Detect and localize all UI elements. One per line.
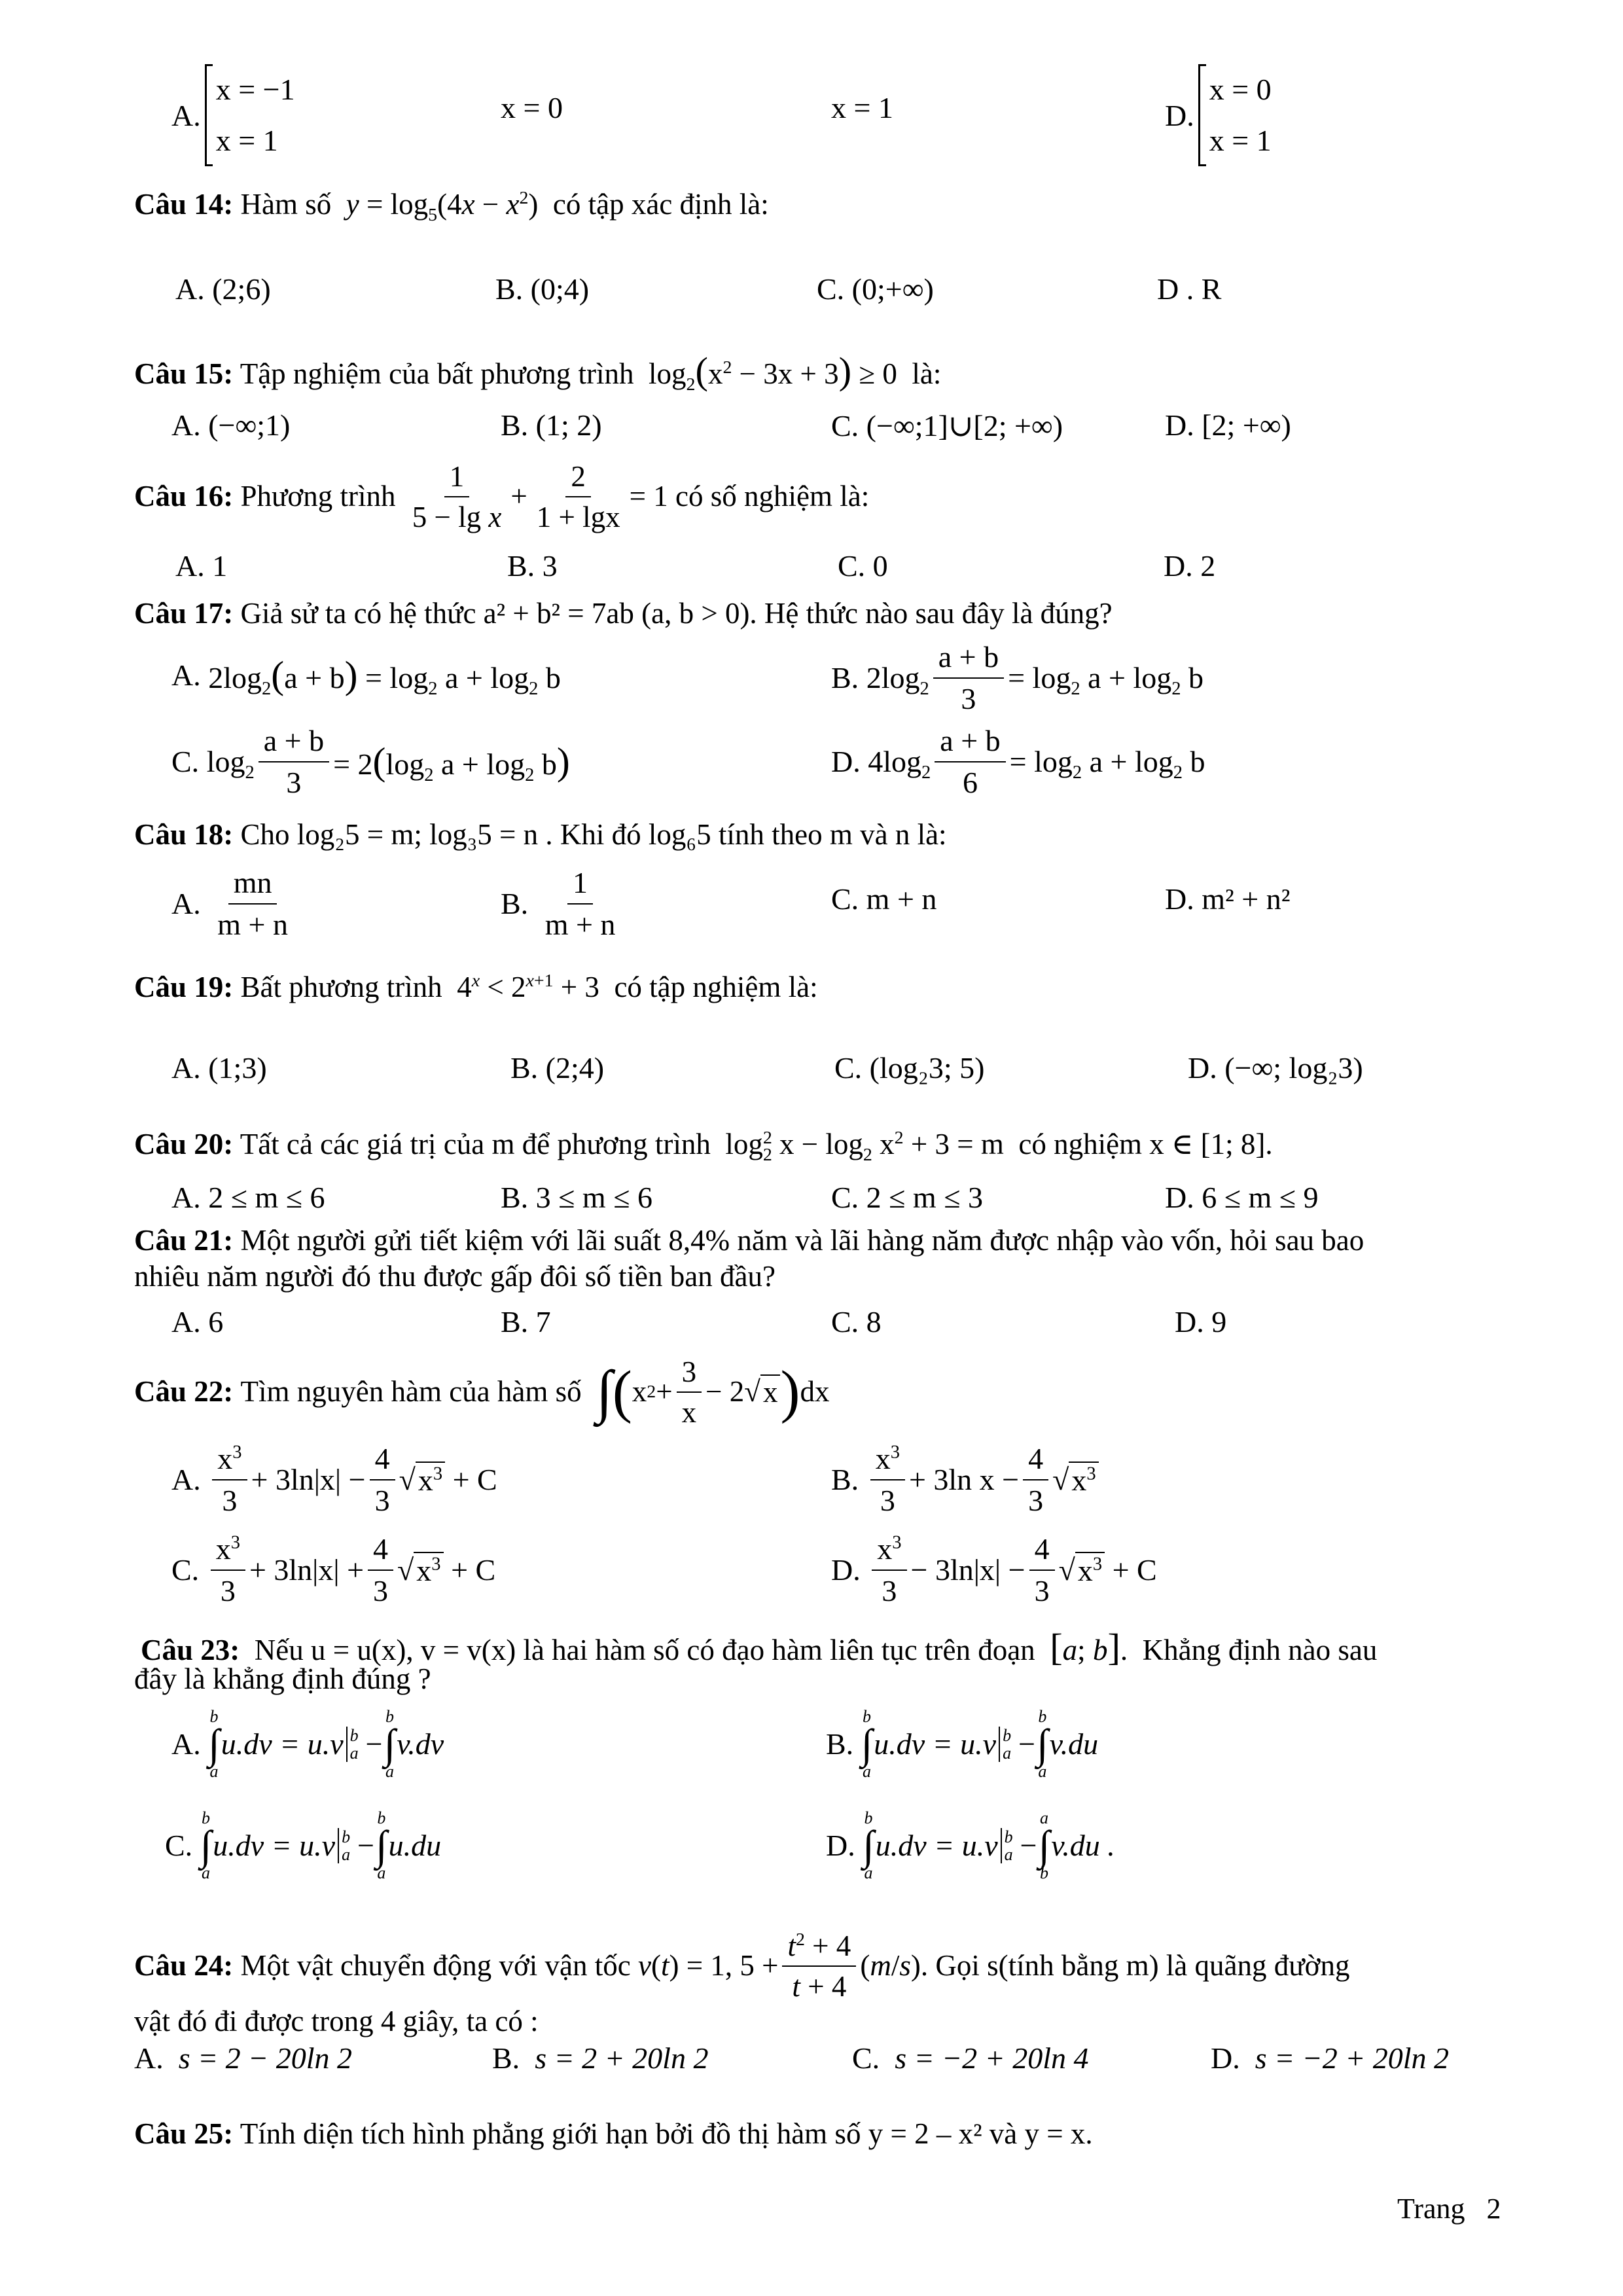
- q22-option-c: C. $\frac{x^3}{3}$ + 3ln|x| + $\frac{4}{3}$ √ $x^3$ + C: [171, 1530, 495, 1609]
- question-18: Câu 18: Cho log₂5 = m; log₃5 = n . Khi đó log₆5 tính theo m và n là:: [134, 818, 947, 851]
- question-25: Câu 25: Tính diện tích hình phẳng giới hạn bởi đồ thị hàm số y = 2 – x² và y = x.: [134, 2117, 1093, 2150]
- q19-option-c: C. (log₂3; 5): [834, 1051, 985, 1085]
- q16-option-a: A. 1: [175, 549, 228, 583]
- q24-velocity: v ( t ) = 1, 5 + $\frac{t^2 + 4}{t + 4}$ ( m / s ): [638, 1928, 921, 2005]
- q15-option-b: B. (1; 2): [501, 408, 602, 442]
- q23-option-b: B. b ∫ a u.dv = u.v b a − b ∫ a v.du: [826, 1707, 1099, 1781]
- q19-option-d: D. (−∞; log₂3): [1188, 1051, 1363, 1085]
- q14-option-c: C. (0;+∞): [817, 272, 934, 306]
- q20-option-a: A. 2 ≤ m ≤ 6: [171, 1181, 325, 1214]
- q15-option-c: C. (−∞;1]∪[2; +∞): [831, 409, 1063, 442]
- question-23: Câu 23: Nếu u = u(x), v = v(x) là hai hàm số có đạo hàm liên tục trên đoạn [a; b]. Khẳng định nào sau: [141, 1626, 1378, 1668]
- question-20: Câu 20: Tất cả các giá trị của m để phương trình $\log_2^2 x - \log_2 x^2 + 3 = m$ có nghiệm x ∈ [1; 8].: [134, 1128, 1273, 1165]
- q24-option-b: B. s = 2 + 20ln 2: [492, 2041, 709, 2075]
- q18-option-c: C. m + n: [831, 882, 937, 916]
- question-22: Câu 22: Tìm nguyên hàm của hàm số ∫ ( x 2 + $\frac{3}{x}$ − 2√ x ) dx: [134, 1354, 829, 1431]
- question-21: Câu 21: Một người gửi tiết kiệm với lãi suất 8,4% năm và lãi hàng năm được nhập vào vốn, hỏi sau bao: [134, 1224, 1364, 1257]
- q16-fraction-2: $\frac{2}{1 + \lg x}$: [531, 458, 626, 536]
- q19-option-a: A. (1;3): [171, 1051, 267, 1085]
- q20-equation: $\log_2^2 x - \log_2 x^2 + 3 = m$: [718, 1128, 1012, 1165]
- q17-option-d: D. $4\log_2$ $\frac{a + b}{6}$ = $\log_2 a + \log_2 b$: [831, 722, 1205, 801]
- q20-option-d: D. 6 ≤ m ≤ 9: [1165, 1181, 1319, 1214]
- q19-option-b: B. (2;4): [510, 1051, 605, 1085]
- q22-option-d: D. $\frac{x^3}{3}$ − 3ln|x| − $\frac{4}{3}$ √ $x^3$ + C: [831, 1530, 1157, 1609]
- q20-option-c: C. 2 ≤ m ≤ 3: [831, 1181, 983, 1214]
- q14-option-a: A. (2;6): [175, 272, 271, 306]
- q23-interval: [a; b].: [1050, 1626, 1135, 1668]
- question-16: Câu 16: Phương trình $\frac{1}{\text{5 − lg x}}$ + $\frac{2}{1 + \lg x}$ = 1 có số nghiệm là:: [134, 458, 869, 536]
- q16-option-c: C. 0: [838, 549, 888, 583]
- q21-option-d: D. 9: [1175, 1305, 1227, 1338]
- q15-option-d: D. [2; +∞): [1165, 408, 1291, 442]
- q14-option-b: B. (0;4): [495, 272, 590, 306]
- q13-option-a: A. x = −1 x = 1: [171, 64, 295, 166]
- question-24-line-2: vật đó đi được trong 4 giây, ta có :: [134, 2005, 539, 2037]
- q24-option-d: D. s = −2 + 20ln 2: [1211, 2041, 1450, 2075]
- q22-option-a: A. $\frac{x^3}{3}$ + 3ln|x| − $\frac{4}{3}$ √ $x^3$ + C: [171, 1440, 497, 1519]
- q19-inequality: $4^x < 2^{x+1} + 3$: [449, 971, 607, 1003]
- question-17: Câu 17: Giả sử ta có hệ thức a² + b² = 7ab (a, b > 0). Hệ thức nào sau đây là đúng?: [134, 597, 1113, 630]
- q22-option-b: B. $\frac{x^3}{3}$ + 3ln x − $\frac{4}{3}$ √ $x^3$: [831, 1440, 1099, 1519]
- q16-fraction-1: $\frac{1}{\text{5 − lg x}}$: [407, 458, 507, 536]
- q22-integral: ∫ ( x 2 + $\frac{3}{x}$ − 2√ x ) dx: [596, 1354, 829, 1431]
- q21-option-c: C. 8: [831, 1305, 882, 1338]
- q15-option-a: A. (−∞;1): [171, 408, 291, 442]
- q18-option-a: A. $\frac{mn}{m + n}$: [171, 864, 297, 943]
- q17-option-b: B. $2\log_2$ $\frac{a + b}{3}$ = $\log_2 a + \log_2 b$: [831, 638, 1204, 717]
- question-23-line-2: đây là khẳng định đúng ?: [134, 1662, 431, 1695]
- q18-option-d: D. m² + n²: [1165, 882, 1291, 916]
- question-15: Câu 15: Tập nghiệm của bất phương trình $\log_2(x^2 - 3x + 3) \ge 0$ là:: [134, 350, 942, 395]
- q23-option-a: A. b ∫ a u.dv = u.v b a − b ∫ a v.dv: [171, 1707, 444, 1781]
- q14-function: $y = \log_5(4x - x^2)$: [346, 188, 546, 225]
- q15-inequality: $\log_2(x^2 - 3x + 3) \ge 0$: [641, 350, 905, 395]
- q13-option-b: x = 0: [501, 91, 563, 124]
- q17-option-a: A. $2\log_2(a + b) = \log_2 a + \log_2 b$: [171, 653, 561, 700]
- q21-option-b: B. 7: [501, 1305, 551, 1338]
- q17-option-c: C. $\log_2$ $\frac{a + b}{3}$ = $2(\log_2$ $a + \log_2 b$): [171, 722, 570, 801]
- q16-option-d: D. 2: [1164, 549, 1216, 583]
- question-14: Câu 14: Hàm số $y = \log_5(4x - x^2)$ có tập xác định là:: [134, 188, 769, 225]
- question-21-line-2: nhiêu năm người đó thu được gấp đôi số tiền ban đầu?: [134, 1260, 776, 1293]
- q18-option-b: B. $\frac{1}{m + n}$: [501, 864, 624, 943]
- q13-option-d: D. x = 0 x = 1: [1165, 64, 1272, 166]
- q13-option-c: x = 1: [831, 91, 893, 124]
- q24-option-a: A. s = 2 − 20ln 2: [134, 2041, 352, 2075]
- q16-option-b: B. 3: [507, 549, 558, 583]
- q14-option-d: D . R: [1157, 272, 1222, 306]
- question-19: Câu 19: Bất phương trình $4^x < 2^{x+1} + 3$ có tập nghiệm là:: [134, 971, 818, 1003]
- page-footer: Trang 2: [1397, 2193, 1501, 2225]
- question-24: Câu 24: Một vật chuyển động với vận tốc v ( t ) = 1, 5 + $\frac{t^2 + 4}{t + 4}$ ( m / s ) . Gọi s(tính bằng m) là quãng đường: [134, 1928, 1349, 2005]
- q23-option-c: C. b ∫ a u.dv = u.v b a − b ∫ a u.du: [165, 1808, 442, 1882]
- q23-option-d: D. b ∫ a u.dv = u.v b a − a ∫ b v.du .: [826, 1808, 1115, 1882]
- q20-option-b: B. 3 ≤ m ≤ 6: [501, 1181, 652, 1214]
- q24-option-c: C. s = −2 + 20ln 4: [852, 2041, 1089, 2075]
- q21-option-a: A. 6: [171, 1305, 224, 1338]
